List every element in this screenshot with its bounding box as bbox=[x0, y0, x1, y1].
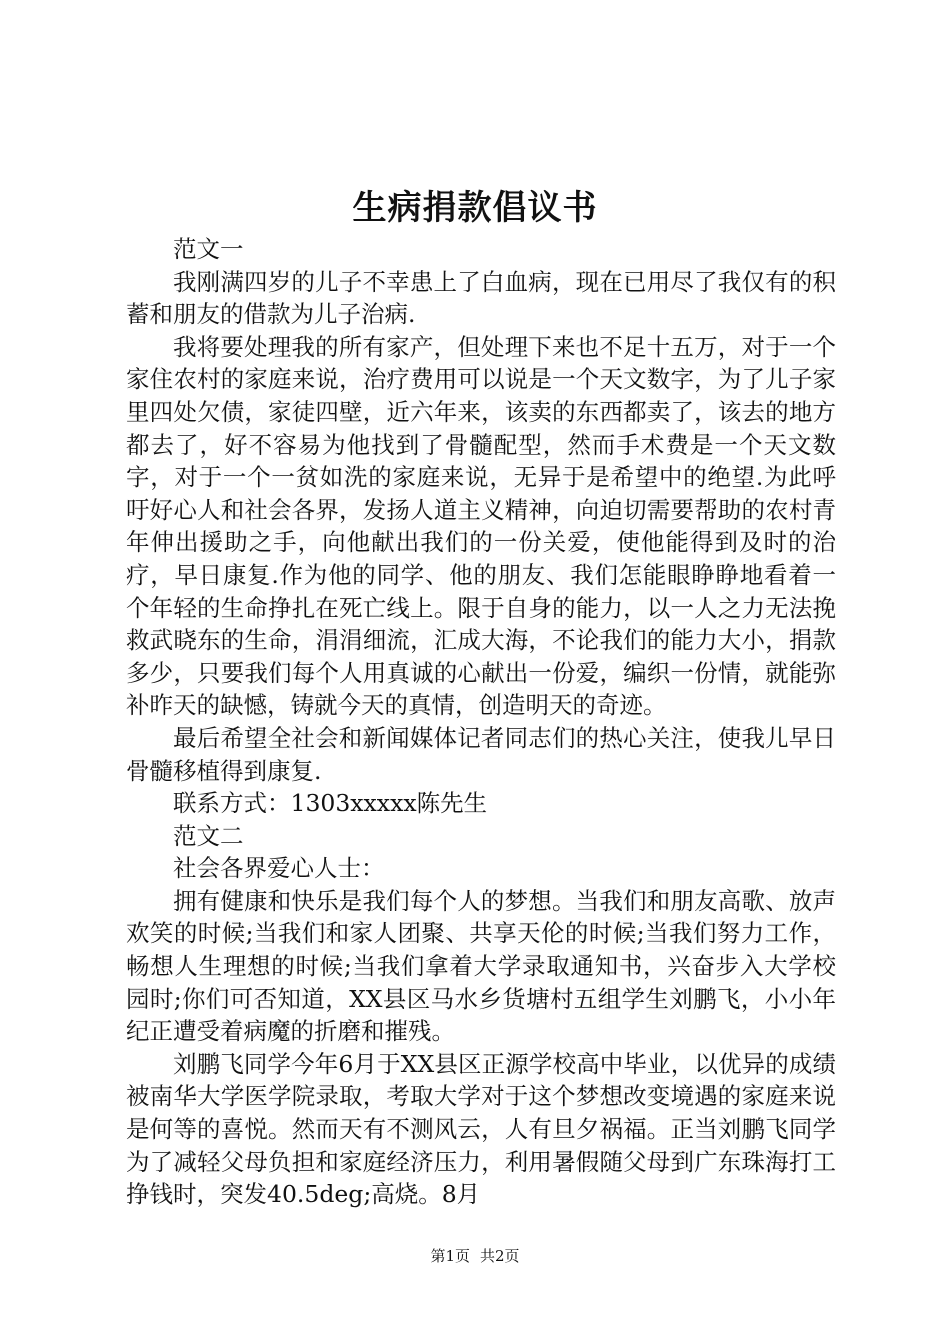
page-total: 共2页 bbox=[480, 1247, 520, 1265]
section-heading-1: 范文一 bbox=[173, 235, 244, 263]
document-title: 生病捐款倡议书 bbox=[352, 188, 598, 228]
body-paragraph: 拥有健康和快乐是我们每个人的梦想。当我们和朋友高歌、放声欢笑的时候;当我们和家人团聚、共享天伦的时候;当我们努力工作，畅想人生理想的时候;当我们拿着大学录取通知书，兴奋步入大学校园时;你们可否知道，XX县区马水乡货塘村五组学生刘鹏飞，小小年纪正遭受着病魔的折磨和摧残。 bbox=[126, 886, 836, 1046]
salutation: 社会各界爱心人士： bbox=[173, 854, 385, 883]
section-heading-2: 范文二 bbox=[173, 821, 244, 850]
page-number: 第1页 bbox=[430, 1247, 470, 1265]
body-paragraph: 我将要处理我的所有家产，但处理下来也不足十五万，对于一个家住农村的家庭来说，治疗费用可以说是一个天文数字，为了儿子家里四处欠债，家徒四壁，近六年来，该卖的东西都卖了，该去的地方都去了，好不容易为他找到了骨髓配型，然而手术费是一个天文数字，对于一个一贫如洗的家庭来说，无异于是希望中的绝望.为此呼吁好心人和社会各界，发扬人道主义精神，向迫切需要帮助的农村青年伸出援助之手，向他献出我们的一份关爱，使他能得到及时的治疗，早日康复.作为他的同学、他的朋友、我们怎能眼睁睁地看着一个年轻的生命挣扎在死亡线上。限于自身的能力，以一人之力无法挽救武晓东的生命，涓涓细流，汇成大海，不论我们的能力大小，捐款多少，只要我们每个人用真诚的心献出一份爱，编织一份情，就能弥补昨天的缺憾，铸就今天的真情，创造明天的奇迹。 bbox=[126, 332, 836, 720]
body-paragraph: 刘鹏飞同学今年6月于XX县区正源学校高中毕业，以优异的成绩被南华大学医学院录取，考取大学对于这个梦想改变境遇的家庭来说是何等的喜悦。然而天有不测风云，人有旦夕祸福。正当刘鹏飞同学为了减轻父母负担和家庭经济压力，利用暑假随父母到广东珠海打工挣钱时，突发40.5deg;高烧。8月 bbox=[126, 1049, 836, 1209]
document-body bbox=[126, 233, 836, 1211]
body-paragraph: 最后希望全社会和新闻媒体记者同志们的热心关注，使我儿早日骨髓移植得到康复. bbox=[126, 723, 836, 785]
page-footer bbox=[0, 1246, 950, 1266]
body-paragraph: 我刚满四岁的儿子不幸患上了白血病，现在已用尽了我仅有的积蓄和朋友的借款为儿子治病. bbox=[126, 267, 836, 329]
contact-line: 联系方式：1303xxxxx陈先生 bbox=[173, 789, 488, 818]
